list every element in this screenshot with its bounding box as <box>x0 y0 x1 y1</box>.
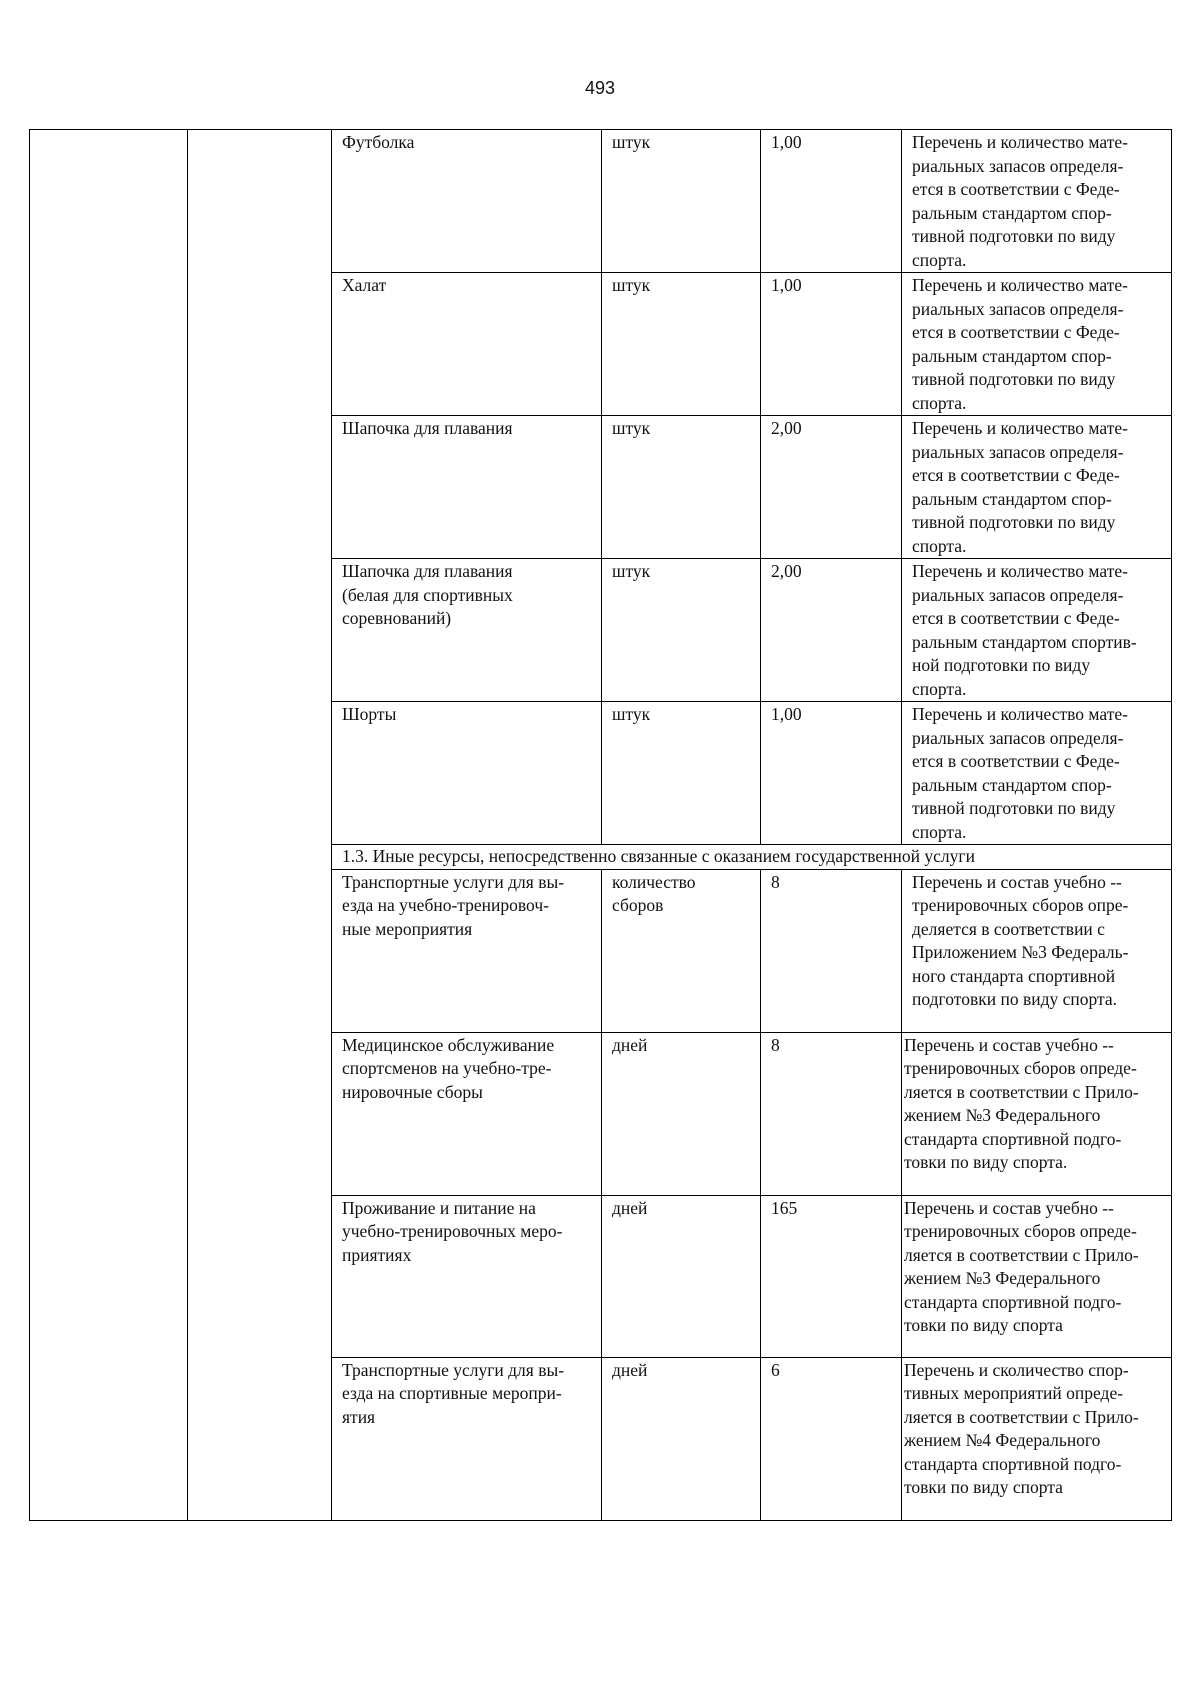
resource-note: Перечень и количество мате- риальных запасов определя- ется в соответствии с Феде- ральным стандартом спор- тивной подготовки по виду спорта. <box>902 416 1172 559</box>
resource-name: Транспортные услуги для вы- езда на спортивные меропри- ятия <box>332 1357 602 1520</box>
resource-name: Футболка <box>332 130 602 273</box>
resource-unit: количество сборов <box>602 869 761 1032</box>
blank-column-1 <box>30 130 188 1521</box>
resource-name: Медицинское обслуживание спортсменов на учебно-тре- нировочные сборы <box>332 1032 602 1195</box>
resource-quantity: 6 <box>761 1357 902 1520</box>
resource-note: Перечень и количество мате- риальных запасов определя- ется в соответствии с Феде- ральным стандартом спор- тивной подготовки по виду спорта. <box>902 273 1172 416</box>
resource-unit: дней <box>602 1195 761 1357</box>
page-number: 493 <box>584 78 616 98</box>
resource-note: Перечень и состав учебно -- тренировочных сборов опреде- ляется в соответствии с Прило- жением №3 Федерального стандарта спортивной подго- товки по виду спорта. <box>902 1032 1172 1195</box>
resource-note: Перечень и количество мате- риальных запасов определя- ется в соответствии с Феде- ральным стандартом спор- тивной подготовки по виду спорта. <box>902 130 1172 273</box>
resource-unit: штук <box>602 273 761 416</box>
resource-unit: штук <box>602 130 761 273</box>
resource-unit: штук <box>602 702 761 845</box>
resource-name: Транспортные услуги для вы- езда на учебно-тренировоч- ные мероприятия <box>332 869 602 1032</box>
resource-quantity: 165 <box>761 1195 902 1357</box>
resource-name: Шапочка для плавания (белая для спортивных соревнований) <box>332 559 602 702</box>
resource-note: Перечень и сколичество спор- тивных мероприятий опреде- ляется в соответствии с Прило- жением №4 Федерального стандарта спортивной подго- товки по виду спорта <box>902 1357 1172 1520</box>
section-title: 1.3. Иные ресурсы, непосредственно связанные с оказанием государственной услуги <box>332 845 1172 870</box>
resource-unit: дней <box>602 1357 761 1520</box>
resource-quantity: 8 <box>761 869 902 1032</box>
resource-unit: дней <box>602 1032 761 1195</box>
resource-quantity: 1,00 <box>761 130 902 273</box>
table-row <box>30 130 1172 273</box>
resource-unit: штук <box>602 559 761 702</box>
resource-quantity: 1,00 <box>761 702 902 845</box>
resource-note: Перечень и количество мате- риальных запасов определя- ется в соответствии с Феде- ральным стандартом спор- тивной подготовки по виду спорта. <box>902 702 1172 845</box>
resource-quantity: 2,00 <box>761 416 902 559</box>
resource-name: Шорты <box>332 702 602 845</box>
resource-quantity: 8 <box>761 1032 902 1195</box>
resource-note: Перечень и количество мате- риальных запасов определя- ется в соответствии с Феде- ральным стандартом спортив- ной подготовки по виду спорта. <box>902 559 1172 702</box>
resource-quantity: 1,00 <box>761 273 902 416</box>
resource-note: Перечень и состав учебно -- тренировочных сборов опре- деляется в соответствии с Приложением №3 Федераль- ного стандарта спортивной подготовки по виду спорта. <box>902 869 1172 1032</box>
resource-name: Халат <box>332 273 602 416</box>
resources-table <box>29 129 1172 1521</box>
resource-quantity: 2,00 <box>761 559 902 702</box>
blank-column-2 <box>188 130 332 1521</box>
resource-name: Шапочка для плавания <box>332 416 602 559</box>
resource-name: Проживание и питание на учебно-тренировочных меро- приятиях <box>332 1195 602 1357</box>
resource-unit: штук <box>602 416 761 559</box>
resource-note: Перечень и состав учебно -- тренировочных сборов опреде- ляется в соответствии с Прило- жением №3 Федерального стандарта спортивной подго- товки по виду спорта <box>902 1195 1172 1357</box>
